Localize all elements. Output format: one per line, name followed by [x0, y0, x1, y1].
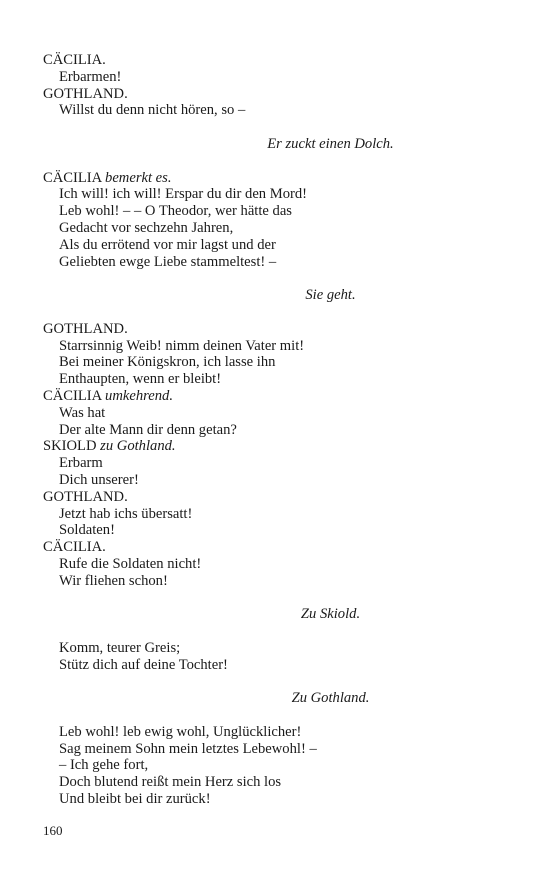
verse-line: Leb wohl! – – O Theodor, wer hätte das: [59, 203, 292, 220]
verse-line: Komm, teurer Greis;: [59, 639, 181, 656]
speaker: CÄCILIA.: [43, 539, 106, 556]
spacer: [43, 153, 508, 170]
verse-line: – Ich gehe fort,: [59, 757, 149, 774]
spacer: [43, 673, 508, 690]
verse-line: Enthaupten, wenn er bleibt!: [59, 371, 222, 388]
speaker-line: [43, 438, 508, 455]
stage-direction: Zu Gothland.: [291, 690, 370, 707]
verse-line: Erbarmen!: [59, 68, 122, 85]
verse-line: Der alte Mann dir denn getan?: [59, 421, 237, 438]
speaker: CÄCILIA: [43, 387, 102, 404]
verse-line: Jetzt hab ichs übersatt!: [59, 505, 193, 522]
verse-line: Geliebten ewge Liebe stammeltest! –: [59, 253, 277, 270]
spacer: [43, 304, 508, 321]
inline-direction: bemerkt es.: [105, 169, 172, 186]
verse-line: Leb wohl! leb ewig wohl, Unglücklicher!: [59, 723, 302, 740]
spacer: [43, 119, 508, 136]
speaker: CÄCILIA.: [43, 52, 106, 68]
spacer: [43, 270, 508, 287]
verse-line: Was hat: [59, 404, 106, 421]
speaker: CÄCILIA: [43, 169, 102, 186]
verse-line: Ich will! ich will! Erspar du dir den Mord!: [59, 186, 308, 203]
verse-line: Und bleibt bei dir zurück!: [59, 791, 211, 808]
speaker: SKIOLD: [43, 438, 97, 455]
verse-line: Dich unserer!: [59, 471, 139, 488]
spacer: [43, 623, 508, 640]
stage-direction: Zu Skiold.: [300, 606, 361, 623]
verse-line: Starrsinnig Weib! nimm deinen Vater mit!: [59, 337, 305, 354]
inline-direction: umkehrend.: [105, 387, 173, 404]
spacer: [43, 707, 508, 724]
inline-direction: zu Gothland.: [100, 438, 176, 455]
verse-line: Soldaten!: [59, 522, 115, 539]
stage-direction: Er zuckt einen Dolch.: [267, 135, 394, 152]
verse-line: Gedacht vor sechzehn Jahren,: [59, 219, 234, 236]
spacer: [43, 590, 508, 607]
speaker-line: [43, 170, 508, 187]
verse-line: Rufe die Soldaten nicht!: [59, 555, 202, 572]
verse-line: Stütz dich auf deine Tochter!: [59, 656, 228, 673]
verse-line: Bei meiner Königskron, ich lasse ihn: [59, 354, 276, 371]
speaker: GOTHLAND.: [43, 85, 128, 102]
speaker: GOTHLAND.: [43, 320, 128, 337]
verse-line: Doch blutend reißt mein Herz sich los: [59, 774, 282, 791]
stage-direction: Sie geht.: [305, 287, 356, 304]
verse-line: Erbarm: [59, 455, 103, 472]
page-body: [43, 52, 508, 808]
speaker-line: [43, 388, 508, 405]
verse-line: Als du errötend vor mir lagst und der: [59, 236, 276, 253]
page-number: 160: [43, 823, 63, 838]
verse-line: Wir fliehen schon!: [59, 572, 168, 589]
verse-line: Willst du denn nicht hören, so –: [59, 102, 246, 119]
speaker: GOTHLAND.: [43, 488, 128, 505]
verse-line: Sag meinem Sohn mein letztes Lebewohl! –: [59, 740, 317, 757]
